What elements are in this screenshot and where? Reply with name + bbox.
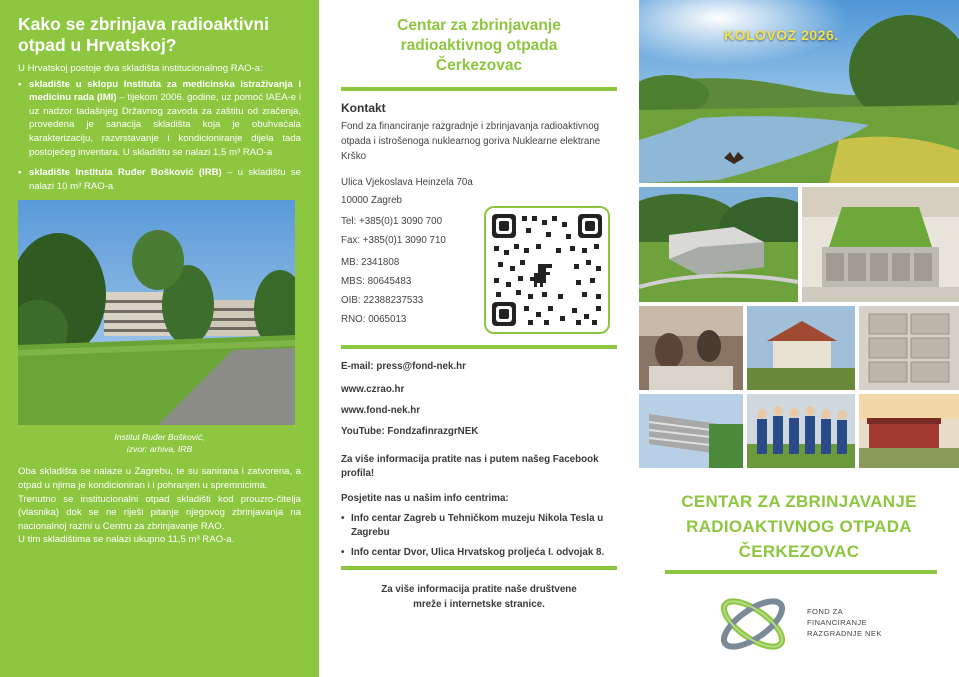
- fond-brand-text: [807, 606, 882, 639]
- city-address: 10000 Zagreb: [341, 195, 403, 206]
- workshop-photo: [639, 306, 743, 390]
- oib-number: OIB: 22388237533: [341, 295, 424, 306]
- left-heading: Kako se zbrinjava radioaktivni otpad u Hrvatskoj?: [18, 14, 269, 55]
- house-photo: [747, 306, 855, 390]
- warehouse-interior-photo: [802, 187, 959, 302]
- info-centers-list: [341, 512, 617, 560]
- info-center-dvor: • Info centar Dvor, Ulica Hrvatskog proljeća I. odvojak 8.: [341, 546, 617, 560]
- storage-item-irb: [18, 166, 301, 193]
- left-paragraph-3: U tim skladištima se nalazi ukupno 11,5 m³ RAO-a.: [18, 534, 235, 546]
- brand-line-1: FOND ZA: [807, 607, 844, 616]
- left-paragraph-1: Oba skladišta se nalaze u Zagrebu, te su sanirana i zatvorena, a otpad u njima je kondicioniran i i pohranjen u spremnicima.: [18, 466, 301, 491]
- visit-heading: Posjetite nas u našim info centrima:: [341, 493, 509, 504]
- website-fond-link[interactable]: www.fond-nek.hr: [341, 405, 421, 416]
- fax-number: Fax: +385(0)1 3090 710: [341, 235, 446, 246]
- cover-title: CENTAR ZA ZBRINJAVANJE RADIOAKTIVNOG OTPADA ČERKEZOVAC: [681, 492, 917, 561]
- brand-line-2: FINANCIRANJE: [807, 618, 868, 627]
- rno-number: RNO: 0065013: [341, 314, 407, 325]
- storage-list: [18, 78, 301, 194]
- red-shed-photo: [859, 394, 959, 468]
- facebook-note: Za više informacija pratite nas i putem našeg Facebook profila!: [341, 454, 599, 479]
- org-name: Fond za financiranje razgradnje i zbrinjavanja radioaktivnog otpada i istrošenoga nuklearnog goriva Nuklearne elektrane Krško: [341, 121, 601, 162]
- phone-number[interactable]: Tel: +385(0)1 3090 700: [341, 216, 443, 227]
- storage-item-imi-text: – tijekom 2006. godine, uz pomoć IAEA-e i uz nadzor tadašnjeg Državnog zavoda za zaštitu od zračenja, provedena je sanacija skladišta koja je obuhvaćala karakterizaciju, razvrstavanje i kondicioniranje dijela tada postojećeg inventara. U skladištu se nalazi 1,5 m³ RAO-a: [29, 92, 302, 158]
- caption-line-1: Institut Ruđer Bošković,: [114, 432, 205, 443]
- footer-note: Za više informacija pratite naše društvene mreže i internetske stranice.: [381, 584, 577, 610]
- divider-middle: [341, 345, 617, 349]
- fond-logo: [713, 591, 793, 657]
- mbs-number: MBS: 80645483: [341, 276, 412, 287]
- center-title: Centar za zbrinjavanje radioaktivnog otpada Čerkezovac: [397, 17, 561, 74]
- cover-divider: [665, 570, 937, 574]
- irb-building-photo: [18, 200, 295, 425]
- boxes-photo: [859, 306, 959, 390]
- left-paragraph-2: Trenutno se institucionalni otpad skladišti kod prouzro-čitelja (vlasnika) dok se ne riješi pitanje njegovog zbrinjavanja na nacionalnoj razini u Centru za zbrinjavanje RAO.: [18, 493, 301, 532]
- storage-item-imi: [18, 78, 301, 160]
- left-intro: U Hrvatskoj postoje dva skladišta institucionalnog RAO-a:: [18, 63, 263, 74]
- photo-caption: [18, 431, 301, 455]
- info-center-zagreb: • Info centar Zagreb u Tehničkom muzeju Nikola Tesla u Zagrebu: [341, 512, 617, 540]
- street-address: Ulica Vjekoslava Heinzela 70a: [341, 177, 473, 188]
- storage-item-imi-title: skladište u sklopu Instituta za medicinska istraživanja i medicinu rada (IMI): [29, 78, 301, 104]
- divider-bottom: [341, 566, 617, 570]
- date-badge: KOLOVOZ 2026.: [724, 27, 839, 43]
- brand-line-3: RAZGRADNJE NEK: [807, 629, 882, 638]
- group-photo: [747, 394, 855, 468]
- qr-code[interactable]: [484, 206, 610, 334]
- mb-number: MB: 2341808: [341, 257, 400, 268]
- right-panel: [639, 0, 959, 677]
- divider-top: [341, 87, 617, 91]
- email-link[interactable]: E-mail: press@fond-nek.hr: [341, 361, 466, 372]
- left-panel: [0, 0, 319, 677]
- stands-photo: [639, 394, 743, 468]
- facility-aerial-photo: [639, 187, 798, 302]
- caption-line-2: izvor: arhiva, IRB: [126, 444, 193, 455]
- youtube-link[interactable]: YouTube: FondzafinrazgrNEK: [341, 426, 479, 437]
- landscape-photo: [639, 0, 959, 183]
- storage-item-irb-text: – u skladištu se nalazi 10 m³ RAO-a: [29, 167, 301, 192]
- storage-item-irb-title: skladište Instituta Ruđer Bošković (IRB): [29, 167, 222, 179]
- website-czrao-link[interactable]: www.czrao.hr: [341, 384, 405, 395]
- middle-panel: [319, 0, 639, 677]
- contact-heading: Kontakt: [341, 101, 386, 115]
